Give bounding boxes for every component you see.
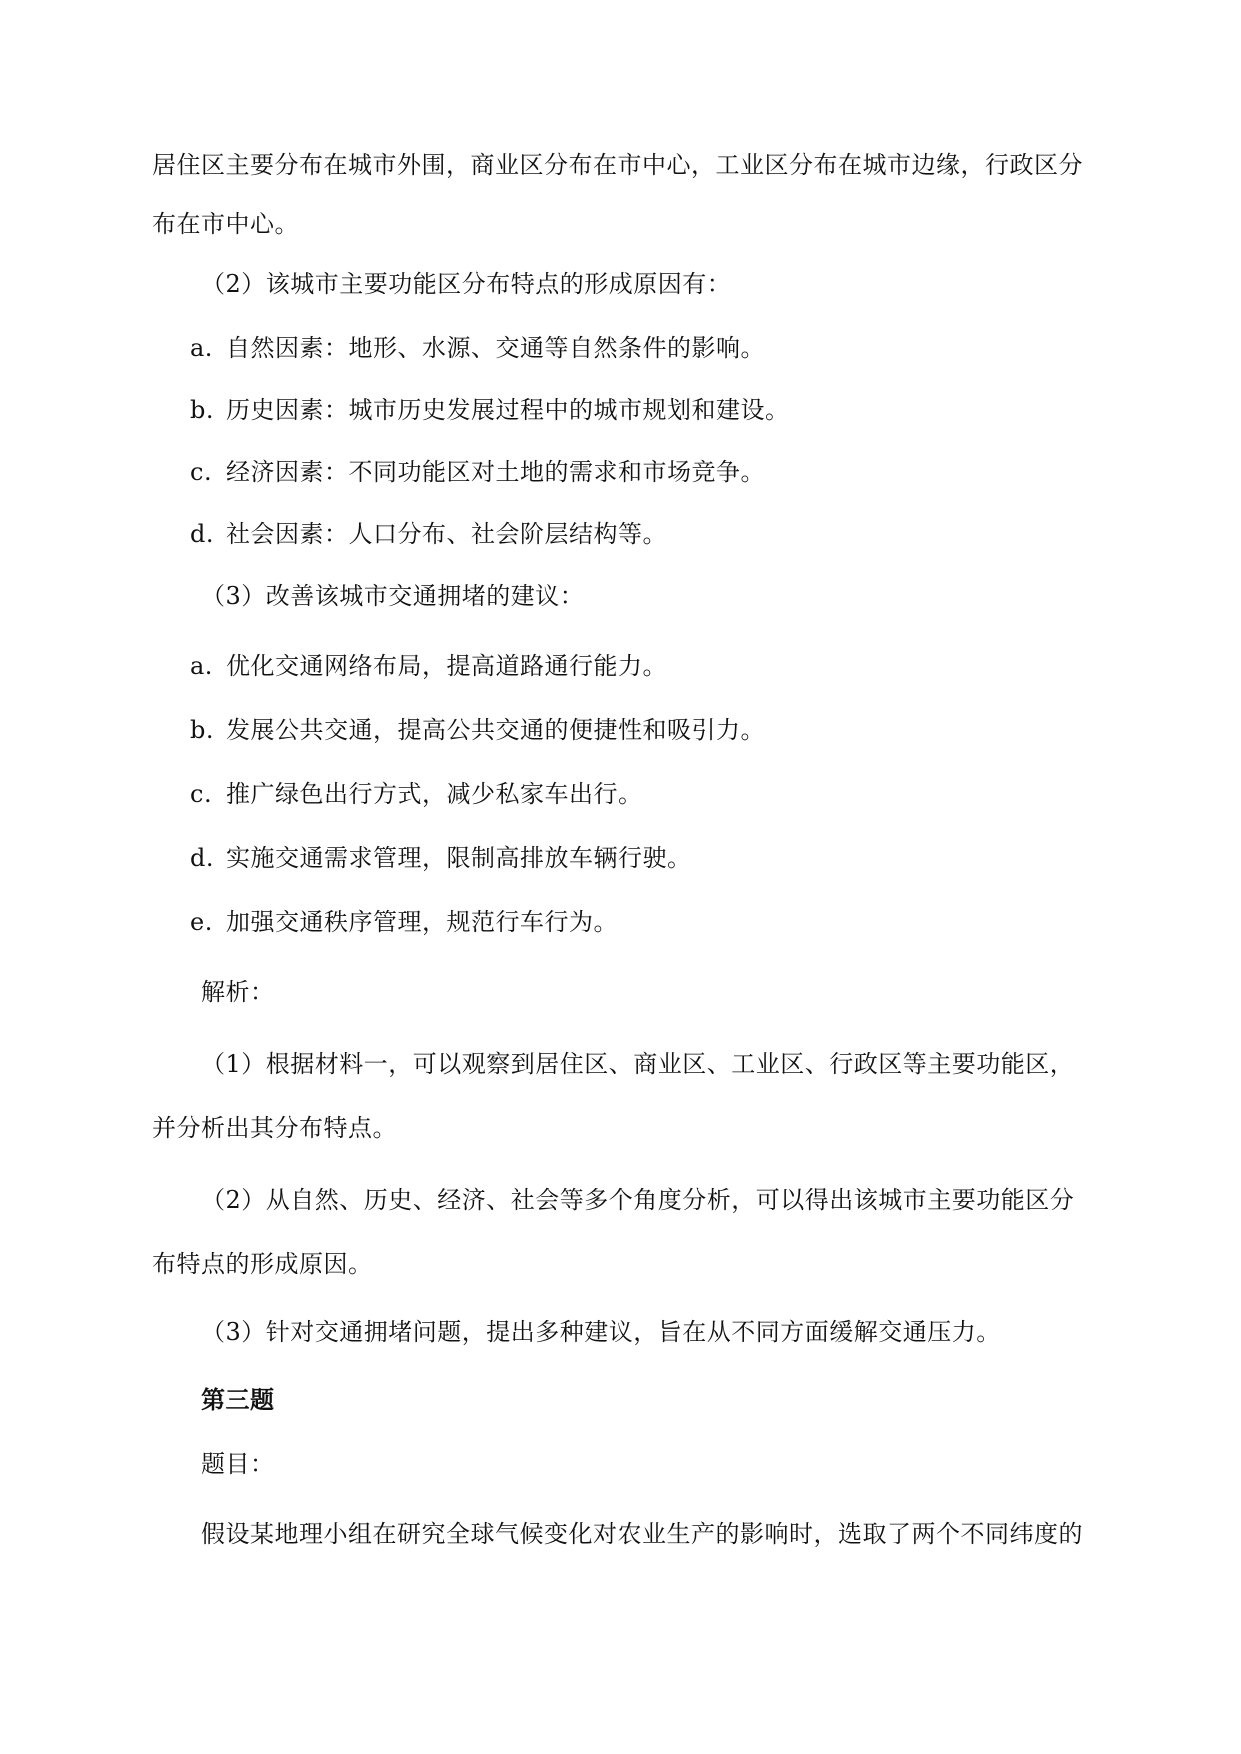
paragraph-line: 假设某地理小组在研究全球气候变化对农业生产的影响时，选取了两个不同纬度的 xyxy=(201,1520,1083,1548)
list-item-text: 优化交通网络布局，提高道路通行能力。 xyxy=(226,652,667,680)
list-marker: e. xyxy=(190,908,213,936)
list-item xyxy=(190,456,765,488)
list-item-text: 推广绿色出行方式，减少私家车出行。 xyxy=(226,780,643,808)
list-item xyxy=(190,842,692,874)
paragraph-line: 布特点的形成原因。 xyxy=(152,1250,373,1278)
list-marker: a. xyxy=(190,334,213,362)
list-item-text: 发展公共交通，提高公共交通的便捷性和吸引力。 xyxy=(226,716,765,744)
list-item-text: 实施交通需求管理，限制高排放车辆行驶。 xyxy=(226,844,692,872)
list-item xyxy=(190,518,667,550)
section-heading: （2）该城市主要功能区分布特点的形成原因有： xyxy=(201,270,732,298)
list-marker: d. xyxy=(190,520,214,548)
list-item-text: 加强交通秩序管理，规范行车行为。 xyxy=(226,908,618,936)
paragraph-line: （2）从自然、历史、经济、社会等多个角度分析，可以得出该城市主要功能区分 xyxy=(201,1186,1075,1214)
list-marker: d. xyxy=(190,844,214,872)
paragraph-line: （3）针对交通拥堵问题，提出多种建议，旨在从不同方面缓解交通压力。 xyxy=(201,1318,1001,1346)
question-label: 题目： xyxy=(201,1450,275,1478)
analysis-label: 解析： xyxy=(201,978,275,1006)
list-item xyxy=(190,394,790,426)
list-marker: a. xyxy=(190,652,213,680)
section-heading: （3）改善该城市交通拥堵的建议： xyxy=(201,582,585,610)
paragraph-line: 布在市中心。 xyxy=(152,210,299,238)
list-item xyxy=(190,332,765,364)
list-item xyxy=(190,650,667,682)
paragraph-line: 居住区主要分布在城市外围，商业区分布在市中心，工业区分布在城市边缘，行政区分 xyxy=(152,151,1083,179)
list-marker: b. xyxy=(190,716,214,744)
list-marker: c. xyxy=(190,780,213,808)
list-marker: c. xyxy=(190,458,213,486)
paragraph-line: 并分析出其分布特点。 xyxy=(152,1114,397,1142)
question-heading: 第三题 xyxy=(201,1385,275,1414)
list-item-text: 社会因素：人口分布、社会阶层结构等。 xyxy=(226,520,667,548)
list-item-text: 历史因素：城市历史发展过程中的城市规划和建设。 xyxy=(226,396,790,424)
list-item xyxy=(190,906,618,938)
list-item xyxy=(190,714,765,746)
list-marker: b. xyxy=(190,396,214,424)
list-item xyxy=(190,778,643,810)
list-item-text: 自然因素：地形、水源、交通等自然条件的影响。 xyxy=(226,334,765,362)
paragraph-line: （1）根据材料一，可以观察到居住区、商业区、工业区、行政区等主要功能区， xyxy=(201,1050,1075,1078)
list-item-text: 经济因素：不同功能区对土地的需求和市场竞争。 xyxy=(226,458,765,486)
